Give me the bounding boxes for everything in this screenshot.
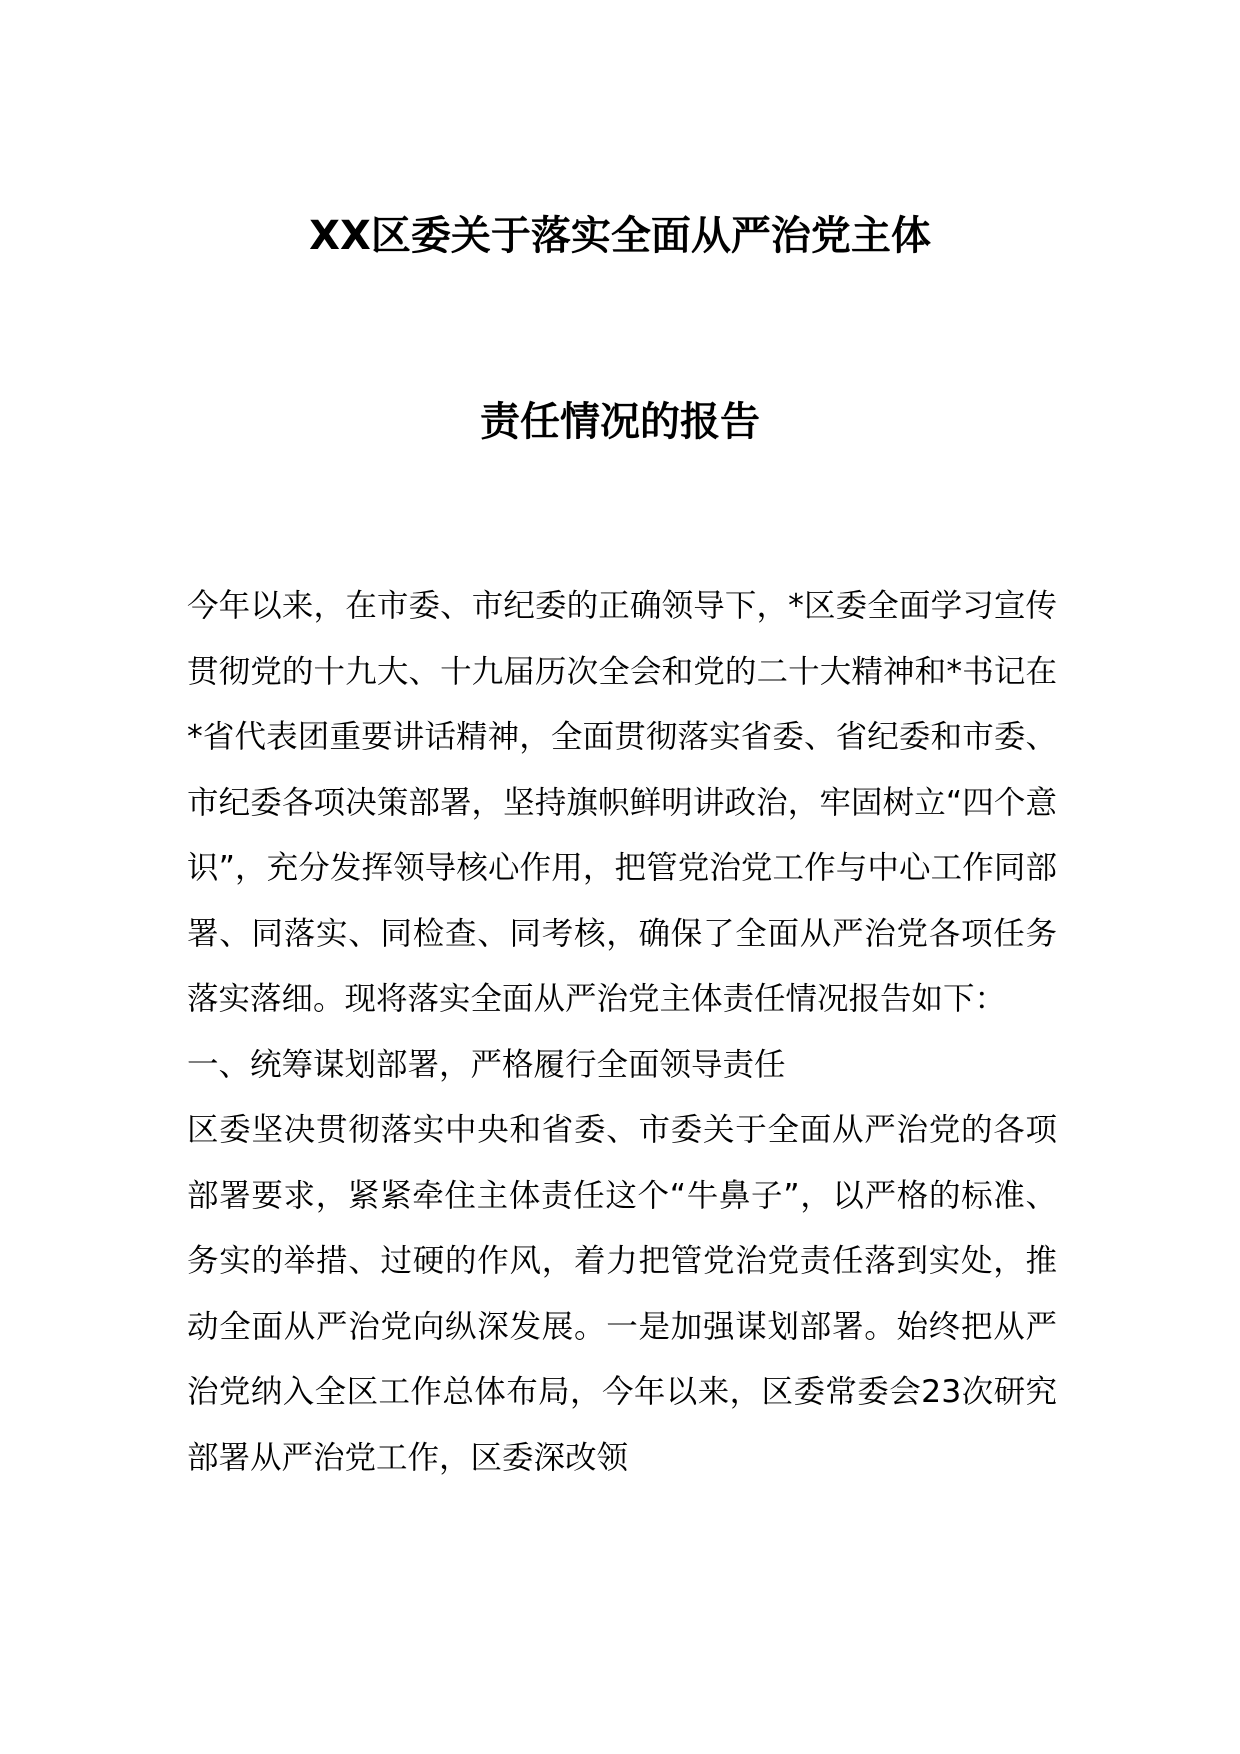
document-body	[187, 574, 1057, 1491]
document-title-line-2: 责任情况的报告	[480, 399, 760, 445]
section-heading-1: 一、统筹谋划部署，严格履行全面领导责任	[187, 1046, 786, 1083]
section-1-paragraph: 区委坚决贯彻落实中央和省委、市委关于全面从严治党的各项部署要求，紧紧牵住主体责任这个“牛鼻子”，以严格的标准、务实的举措、过硬的作风，着力把管党治党责任落到实处，推动全面从严治党向纵深发展。一是加强谋划部署。始终把从严治党纳入全区工作总体布局，今年以来，区委常委会23次研究部署从严治党工作，区委深改领	[187, 1112, 1057, 1476]
document-title-line-1: XX区委关于落实全面从严治党主体	[309, 213, 931, 259]
intro-paragraph: 今年以来，在市委、市纪委的正确领导下，*区委全面学习宣传贯彻党的十九大、十九届历次全会和党的二十大精神和*书记在*省代表团重要讲话精神，全面贯彻落实省委、省纪委和市委、市纪委各项决策部署，坚持旗帜鲜明讲政治，牢固树立“四个意识”，充分发挥领导核心作用，把管党治党工作与中心工作同部署、同落实、同检查、同考核，确保了全面从严治党各项任务落实落细。现将落实全面从严治党主体责任情况报告如下：	[187, 588, 1057, 1017]
